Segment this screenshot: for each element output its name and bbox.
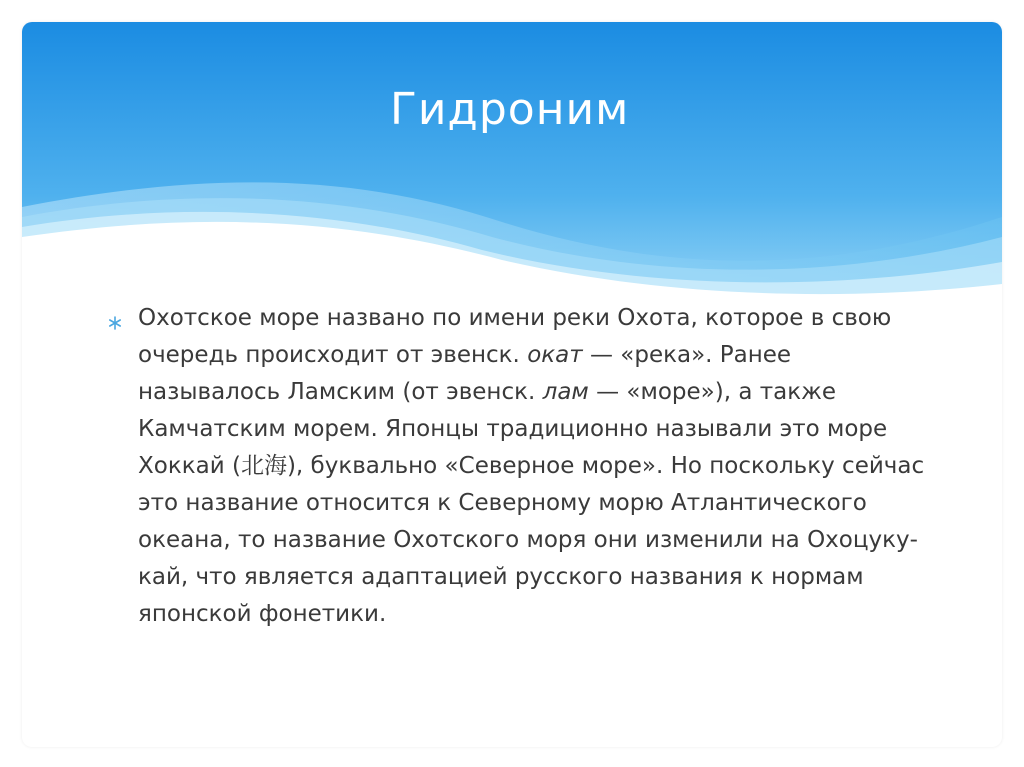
text-segment: ), буквально «Северное море». Но поскольку сейчас это название относится к Северному морю Атлантического океана, то название Охотского моря они изменили на Охоцуку-кай, что является адаптацией русского названия к нормам японской фонетики. [138, 453, 925, 627]
kanji-hokkai: 北海 [240, 453, 287, 479]
text-segment: — «море»), а также Камчатским морем. Японцы традиционно называли это море Хоккай ( [138, 379, 888, 479]
slide [22, 22, 1002, 747]
text-segment: Охотское море названо по имени реки Охота, которое в свою очередь происходит от эвенск. [138, 305, 892, 368]
header-wave-background [22, 22, 1002, 312]
bullet-paragraph [138, 300, 938, 633]
text-segment: — «река». Ранее называлось Ламским (от эвенск. [138, 342, 792, 405]
slide-title: Гидроним [390, 84, 630, 135]
asterisk-icon [108, 316, 122, 330]
italic-term-lam: лам [542, 379, 589, 405]
italic-term-okat: окат [527, 342, 583, 368]
